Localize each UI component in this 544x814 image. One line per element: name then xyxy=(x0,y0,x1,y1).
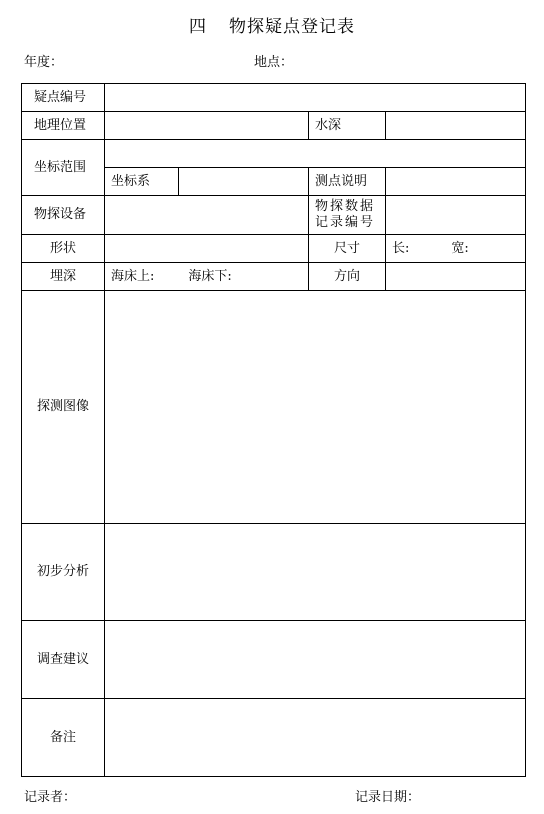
label-shape: 形状 xyxy=(22,235,105,263)
label-water-depth: 水深 xyxy=(309,112,386,140)
field-direction[interactable] xyxy=(386,263,526,291)
label-suspect-id: 疑点编号 xyxy=(22,84,105,112)
title-text: 物探疑点登记表 xyxy=(229,17,355,37)
field-shape[interactable] xyxy=(105,235,309,263)
field-geo-position[interactable] xyxy=(105,112,309,140)
label-image: 探测图像 xyxy=(22,291,105,524)
label-below-seabed: 海床下: xyxy=(188,268,232,284)
label-equipment: 物探设备 xyxy=(22,196,105,235)
label-burial: 埋深 xyxy=(22,263,105,291)
label-suggestion: 调查建议 xyxy=(22,621,105,699)
field-burial[interactable] xyxy=(105,263,309,291)
field-size[interactable] xyxy=(386,235,526,263)
label-data-record xyxy=(309,196,386,235)
label-direction: 方向 xyxy=(309,263,386,291)
label-data-record-line1: 物探数据 xyxy=(315,199,376,214)
label-geo-position: 地理位置 xyxy=(22,112,105,140)
year-label: 年度： xyxy=(24,55,64,70)
place-label: 地点： xyxy=(254,55,294,70)
label-coord-range: 坐标范围 xyxy=(22,140,105,196)
label-survey-note: 测点说明 xyxy=(309,168,386,196)
label-above-seabed: 海床上: xyxy=(111,268,155,284)
label-length: 长: xyxy=(392,240,410,256)
label-analysis: 初步分析 xyxy=(22,524,105,621)
field-analysis[interactable] xyxy=(105,524,526,621)
field-image[interactable] xyxy=(105,291,526,524)
field-equipment[interactable] xyxy=(105,196,309,235)
label-remarks: 备注 xyxy=(22,699,105,777)
field-coord-range[interactable] xyxy=(105,140,526,168)
field-suggestion[interactable] xyxy=(105,621,526,699)
recorder-label: 记录者： xyxy=(24,790,77,805)
page-title xyxy=(0,12,544,37)
label-coord-system: 坐标系 xyxy=(105,168,179,196)
field-remarks[interactable] xyxy=(105,699,526,777)
field-data-record[interactable] xyxy=(386,196,526,235)
label-size: 尺寸 xyxy=(309,235,386,263)
suspect-record-form xyxy=(21,83,526,777)
label-width: 宽: xyxy=(451,240,469,256)
field-survey-note[interactable] xyxy=(386,168,526,196)
label-data-record-line2: 记录编号 xyxy=(315,215,376,230)
record-date-label: 记录日期： xyxy=(355,790,421,805)
field-water-depth[interactable] xyxy=(386,112,526,140)
field-suspect-id[interactable] xyxy=(105,84,526,112)
field-coord-system[interactable] xyxy=(179,168,309,196)
title-number: 四 xyxy=(189,17,207,37)
